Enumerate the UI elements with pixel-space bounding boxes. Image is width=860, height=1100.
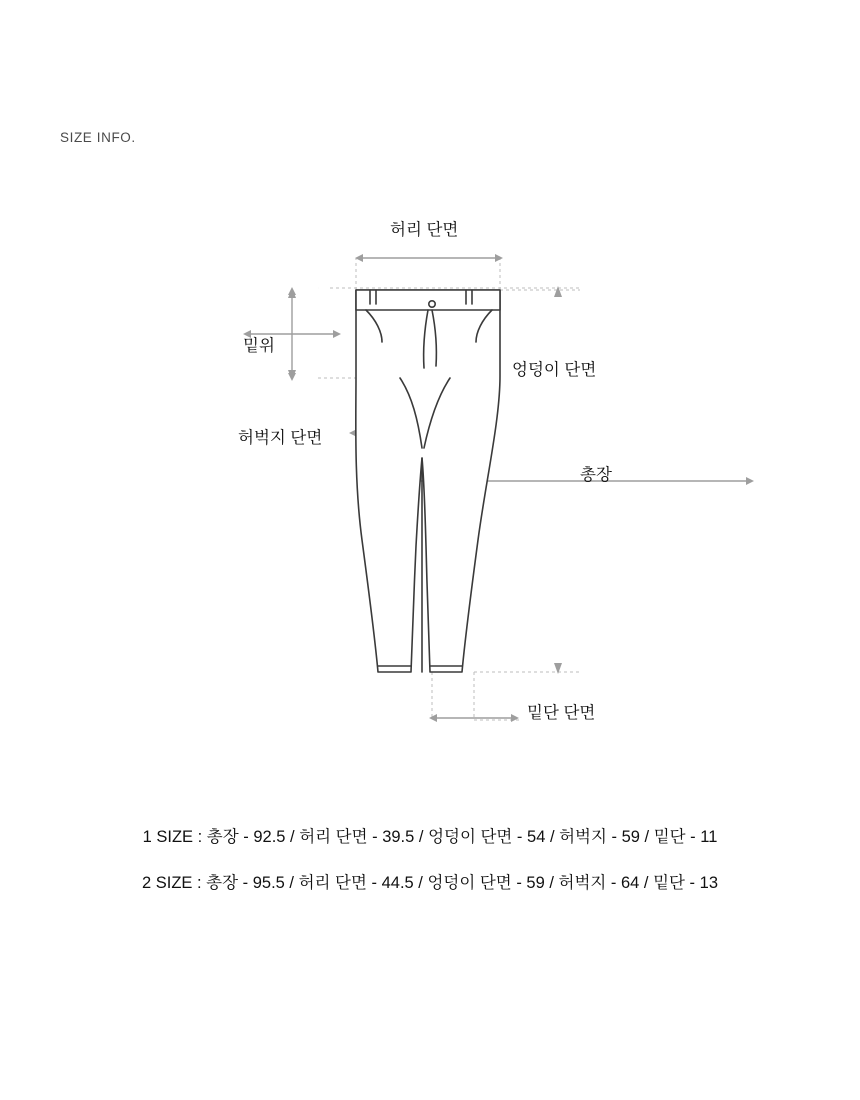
label-hem: 밑단 단면: [527, 704, 596, 722]
measurement-list: [0, 828, 860, 894]
page-title: SIZE INFO.: [60, 130, 136, 145]
measurement-line: 2 SIZE : 총장 - 95.5 / 허리 단면 - 44.5 / 엉덩이 단면 - 59 / 허벅지 - 64 / 밑단 - 13: [142, 873, 718, 892]
label-thigh: 허벅지 단면: [238, 429, 323, 447]
label-rise: 밑위: [243, 337, 275, 355]
measurement-line: 1 SIZE : 총장 - 92.5 / 허리 단면 - 39.5 / 엉덩이 단면 - 54 / 허벅지 - 59 / 밑단 - 11: [142, 828, 718, 846]
pants-illustration: [0, 180, 860, 780]
label-hip: 엉덩이 단면: [512, 361, 597, 379]
label-waist: 허리 단면: [390, 221, 459, 239]
label-total-length: 총장: [580, 466, 612, 484]
size-diagram: [0, 180, 860, 780]
